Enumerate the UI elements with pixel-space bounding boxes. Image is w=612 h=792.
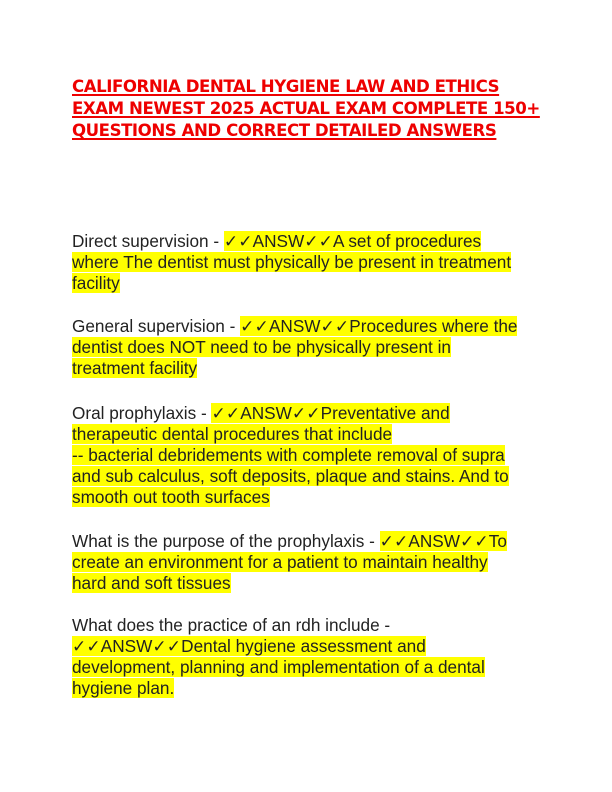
qa-line bbox=[72, 273, 542, 294]
qa-line bbox=[72, 487, 542, 508]
qa-line bbox=[72, 636, 542, 657]
qa-line bbox=[72, 552, 542, 573]
question-text: What does the practice of an rdh include - bbox=[72, 615, 391, 635]
qa-line bbox=[72, 358, 542, 379]
title-line: QUESTIONS AND CORRECT DETAILED ANSWERS bbox=[72, 121, 497, 140]
answer-text: smooth out tooth surfaces bbox=[72, 487, 270, 507]
answer-text: ✓✓ANSW✓✓A set of procedures bbox=[223, 231, 482, 251]
qa-line bbox=[72, 231, 542, 252]
qa-line bbox=[72, 531, 542, 552]
answer-text: hard and soft tissues bbox=[72, 573, 231, 593]
qa-line bbox=[72, 657, 542, 678]
qa-line bbox=[72, 337, 542, 358]
answer-text: where The dentist must physically be present in treatment bbox=[72, 252, 512, 272]
qa-line bbox=[72, 466, 542, 487]
qa-line bbox=[72, 445, 542, 466]
answer-text: create an environment for a patient to maintain healthy bbox=[72, 552, 488, 572]
qa-line bbox=[72, 252, 542, 273]
title-line: EXAM NEWEST 2025 ACTUAL EXAM COMPLETE 150+ bbox=[72, 99, 540, 118]
qa-line bbox=[72, 615, 542, 636]
qa-entry-rdh-practice bbox=[72, 615, 542, 699]
answer-text: ✓✓ANSW✓✓Dental hygiene assessment and bbox=[72, 636, 426, 656]
answer-text: ✓✓ANSW✓✓To bbox=[379, 531, 507, 551]
answer-text: hygiene plan. bbox=[72, 678, 175, 698]
question-text: Oral prophylaxis - bbox=[72, 403, 212, 423]
answer-text: and sub calculus, soft deposits, plaque and stains. And to bbox=[72, 466, 509, 486]
question-text: What is the purpose of the prophylaxis - bbox=[72, 531, 380, 551]
answer-text: dentist does NOT need to be physically present in bbox=[72, 337, 451, 357]
answer-text: treatment facility bbox=[72, 358, 198, 378]
qa-line bbox=[72, 424, 542, 445]
qa-line bbox=[72, 573, 542, 594]
qa-line bbox=[72, 316, 542, 337]
qa-entry-direct-supervision bbox=[72, 231, 542, 294]
answer-text: -- bacterial debridements with complete removal of supra bbox=[72, 445, 505, 465]
qa-line bbox=[72, 403, 542, 424]
answer-text: therapeutic dental procedures that include bbox=[72, 424, 393, 444]
qa-line bbox=[72, 678, 542, 699]
title-line: CALIFORNIA DENTAL HYGIENE LAW AND ETHICS bbox=[72, 77, 500, 96]
answer-text: ✓✓ANSW✓✓Preventative and bbox=[211, 403, 450, 423]
qa-entry-prophylaxis-purpose bbox=[72, 531, 542, 594]
document-title bbox=[72, 76, 542, 142]
qa-entry-oral-prophylaxis bbox=[72, 403, 542, 508]
question-text: Direct supervision - bbox=[72, 231, 224, 251]
qa-entry-general-supervision bbox=[72, 316, 542, 379]
answer-text: ✓✓ANSW✓✓Procedures where the bbox=[240, 316, 518, 336]
answer-text: facility bbox=[72, 273, 120, 293]
answer-text: development, planning and implementation of a dental bbox=[72, 657, 485, 677]
question-text: General supervision - bbox=[72, 316, 241, 336]
